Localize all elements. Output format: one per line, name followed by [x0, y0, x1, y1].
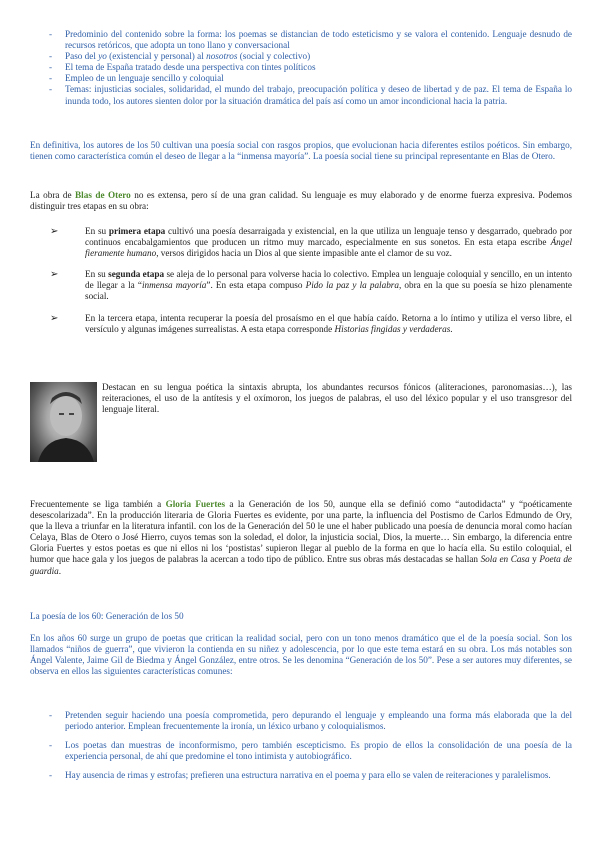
sixties-paragraph: En los años 60 surge un grupo de poetas que critican la realidad social, pero con un tono menos dramático que el de la poesía social. Son los llamados “niños de guerra”, que vivieron la contienda en su niñez y adolescencia, por lo que este tema estará en su obra. Los más notables son Ángel Valente, Jaime Gil de Biedma y Ángel González, entre otros. Se les denomina “Generación de los 50”. Pese a ser autores muy diferentes, se observa en ellos las siguientes características comunes: [30, 633, 572, 677]
dash-marker: - [49, 62, 53, 73]
arrow-bullet-icon: ➢ [50, 269, 59, 281]
fuertes-name: Gloria Fuertes [165, 499, 226, 509]
fuertes-paragraph: Frecuentemente se liga también a Gloria Fuertes a la Generación de los 50, aunque ella se definió como “autodidacta” y “poéticamente desescolarizada”. En la producción literaria de Gloria Fuertes es evidente, por una parte, la influencia del Postismo de Carlos Edmundo de Ory, que la lleva a triunfar en la literatura infantil. con los de la Generación del 50 le une el haber publicado una poesía de denuncia moral como hacían Celaya, Blas de Otero o José Hierro, cuyos temas son la soledad, el dolor, la injusticia social, Dios, la muerte… Sin embargo, la diferencia entre Gloria Fuertes y estos poetas es que ni ellos ni los ‘postistas’ supieron llegar al pueblo de la forma en que lo hacía ella. Su estilo coloquial, el humor que hace gala y los juegos de palabras la acercan a todo tipo de público. Entre sus obras más destacadas se hallan Sola en Casa y Poeta de guardia. [30, 499, 573, 576]
dash-marker: - [49, 29, 53, 39]
otero-name: Blas de Otero [75, 190, 131, 200]
otero-paragraph: La obra de Blas de Otero no es extensa, pero sí de una gran calidad. Su lenguaje es muy elaborado y de enorme fuerza expresiva. Podemos distinguir tres etapas en su obra: [30, 190, 572, 212]
dash-marker: - [49, 740, 53, 751]
dash-marker: - [49, 73, 53, 84]
intro-list [30, 29, 572, 107]
list-item: ➢ En la tercera etapa, intenta recuperar la poesía del prosaísmo en el que había caído. Retorna a lo íntimo y utiliza el verso libre, el versículo y algunas imágenes surrealistas. A esta etapa corresponde Historias fingidas y verdaderas. [50, 312, 572, 334]
list-item: - Paso del yo (existencial y personal) al nosotros (social y colectivo) [49, 51, 311, 62]
list-item: - Hay ausencia de rimas y estrofas; prefieren una estructura narrativa en el poema y para ello se valen de reiteraciones y paralelismos. [49, 770, 551, 781]
arrow-bullet-icon: ➢ [50, 226, 59, 237]
list-item: - Empleo de un lenguaje sencillo y coloquial [49, 73, 224, 84]
list-item: ➢ En su segunda etapa se aleja de lo personal para volverse hacia lo colectivo. Emplea un lenguaje coloquial y sencillo, en un intento de llegar a la “inmensa mayoría”. En esta etapa compuso Pido la paz y la palabra, obra en la que su poesía se hizo plenamente social. [50, 269, 573, 302]
dash-marker: - [49, 710, 53, 720]
list-item: ➢ En su primera etapa cultivó una poesía desarraigada y existencial, en la que utiliza un lenguaje tenso y desgarrado, quebrado por continuos encabalgamientos que producen un ritmo muy marcado, especialmente en sus sonetos. En esta etapa escribe Ángel fieramente humano, versos dirigidos hacia un Dios al que siente impasible ante el clamor de su voz. [50, 226, 573, 259]
list-item: - Pretenden seguir haciendo una poesía comprometida, pero depurando el lenguaje y empleando una forma más elaborada que la del periodo anterior. Emplean frecuentemente la ironía, un léxico urbano y coloquialismos. [49, 710, 572, 732]
list-item: - Los poetas dan muestras de inconformismo, pero también escepticismo. Es propio de ellos la consolidación de una poesía de la experiencia personal, de ahí que predomine el tono intimista y autobiográfico. [49, 740, 572, 762]
section-heading: La poesía de los 60: Generación de los 50 [30, 611, 184, 621]
dash-marker: - [49, 84, 53, 95]
sixties-list [30, 710, 572, 789]
dash-marker: - [49, 51, 53, 62]
dash-marker: - [49, 770, 53, 781]
list-item: - Temas: injusticias sociales, solidaridad, el mundo del trabajo, preocupación política y deseo de libertad y de paz. El tema de España lo inunda todo, los autores sienten dolor por la situación dramática del país así como un amor incondicional hacia la patria. [49, 84, 572, 106]
list-item: - El tema de España tratado desde una perspectiva con tintes políticos [49, 62, 316, 73]
portrait-icon [30, 382, 97, 462]
stages-list [30, 226, 572, 345]
list-item: - Predominio del contenido sobre la forma: los poemas se distancian de todo esteticismo y se valora el contenido. Lenguaje desnudo de recursos retóricos, que adopta un tono llano y conversacional [49, 29, 572, 51]
summary-paragraph: En definitiva, los autores de los 50 cultivan una poesía social con rasgos propios, que evolucionan hacia diferentes estilos poéticos. Sin embargo, tienen como característica común el deseo de llegar a la “inmensa mayoría”. La poesía social tiene su principal representante en Blas de Otero. [30, 140, 572, 162]
style-paragraph: Destacan en su lengua poética la sintaxis abrupta, los abundantes recursos fónicos (aliteraciones, paronomasias…), las reiteraciones, el uso de la antítesis y el oxímoron, los juegos de palabras, el uso del léxico popular y el uso transgresor del lenguaje literal. [102, 382, 572, 415]
arrow-bullet-icon: ➢ [50, 312, 59, 324]
author-portrait [30, 382, 97, 462]
